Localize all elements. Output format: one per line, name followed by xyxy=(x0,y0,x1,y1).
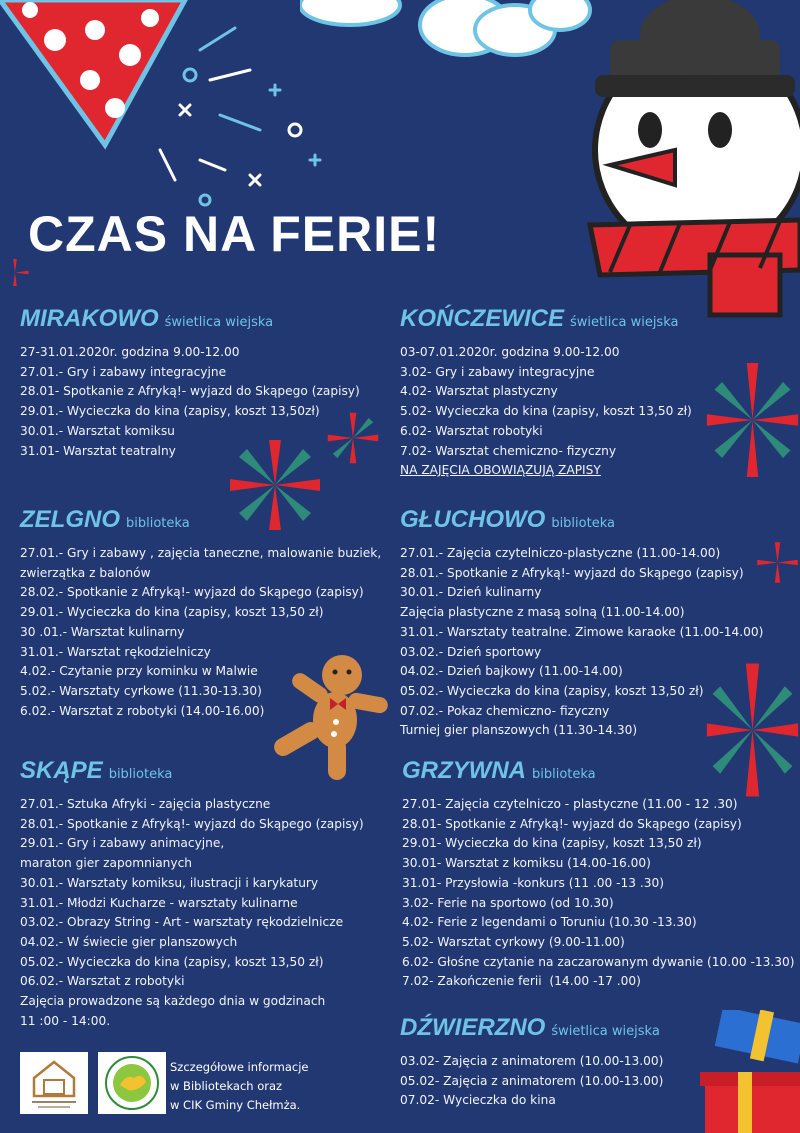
list-item: 29.01.- Wycieczka do kina (zapisy, koszt 13,50zł) xyxy=(20,404,320,419)
library-house-icon xyxy=(20,1052,88,1114)
list-item: 3.02- Gry i zabawy integracyjne xyxy=(400,364,595,379)
section-gluchowo xyxy=(400,506,763,741)
section-name: GRZYWNA xyxy=(402,757,526,784)
list-item: 6.02- Warsztat robotyki xyxy=(400,423,543,438)
list-item: 6.02.- Warsztat z robotyki (14.00-16.00) xyxy=(20,703,265,718)
list-item: 29.01- Wycieczka do kina (zapisy, koszt 13,50 zł) xyxy=(402,836,702,851)
list-item: 07.02.- Pokaz chemiczno- fizyczny xyxy=(400,703,610,718)
list-item: 30.01.- Warsztat komiksu xyxy=(20,423,175,438)
library-logo xyxy=(20,1052,88,1114)
list-item: Zajęcia plastyczne z masą solną (11.00-14.00) xyxy=(400,605,685,620)
list-item: 28.01.- Spotkanie z Afryką!- wyjazd do Skąpego (zapisy) xyxy=(20,816,364,831)
list-item: 31.01.- Młodzi Kucharze - warsztaty kulinarne xyxy=(20,895,298,910)
list-item: 4.02- Warsztat plastyczny xyxy=(400,384,558,399)
list-item: 30.01.- Warsztaty komiksu, ilustracji i karykatury xyxy=(20,875,319,890)
section-dzwierzno xyxy=(400,1014,663,1111)
list-item: 28.01- Spotkanie z Afryką!- wyjazd do Skąpego (zapisy) xyxy=(20,384,360,399)
activity-list xyxy=(400,1052,663,1111)
list-item: 05.02.- Wycieczka do kina (zapisy, koszt 13,50 zł) xyxy=(20,954,324,969)
section-header xyxy=(20,305,360,333)
section-type: biblioteka xyxy=(531,767,596,782)
section-type: biblioteka xyxy=(551,516,615,531)
info-line: w Bibliotekach oraz xyxy=(170,1079,283,1093)
list-item: 7.02- Warsztat chemiczno- fizyczny xyxy=(400,443,617,458)
list-item: 29.01.- Gry i zabawy animacyjne, xyxy=(20,836,225,851)
info-line: w CIK Gminy Chełmża. xyxy=(170,1098,301,1112)
list-item: 27.01- Zajęcia czytelniczo - plastyczne (11.00 - 12 .30) xyxy=(402,797,738,811)
activity-list xyxy=(20,343,360,461)
list-item: 27.01.- Zajęcia czytelniczo-plastyczne (11.00-14.00) xyxy=(400,546,721,560)
info-text xyxy=(170,1058,308,1115)
cloud-icon xyxy=(300,0,600,65)
cik-logo xyxy=(98,1052,166,1114)
list-item: 7.02- Zakończenie ferii (14.00 -17 .00) xyxy=(402,974,641,989)
section-header xyxy=(20,757,364,785)
list-item: 31.01- Przysłowia -konkurs (11 .00 -13 .30) xyxy=(402,875,665,890)
list-item: Turniej gier planszowych (11.30-14.30) xyxy=(400,723,638,738)
section-header xyxy=(400,305,692,333)
list-item: 30 .01.- Warsztat kulinarny xyxy=(20,624,185,639)
section-grzywna xyxy=(402,757,795,992)
section-header xyxy=(402,757,795,785)
page-title: CZAS NA FERIE! xyxy=(28,206,441,262)
list-item: 30.01- Warsztat z komiksu (14.00-16.00) xyxy=(402,856,651,871)
list-item: maraton gier zapomnianych xyxy=(20,856,193,871)
registration-note: NA ZAJĘCIA OBOWIĄZUJĄ ZAPISY xyxy=(400,463,601,478)
section-header xyxy=(400,1014,663,1042)
list-item: 05.02- Zajęcia z animatorem (10.00-13.00) xyxy=(400,1073,664,1088)
list-item: 27.01.- Gry i zabawy integracyjne xyxy=(20,364,227,379)
cik-emblem-icon xyxy=(98,1052,166,1114)
activity-list xyxy=(400,544,763,741)
list-item: 04.02.- Dzień bajkowy (11.00-14.00) xyxy=(400,664,623,679)
list-item: 27.01.- Sztuka Afryki - zajęcia plastyczne xyxy=(20,797,271,811)
section-header xyxy=(400,506,763,534)
list-item: 11 :00 - 14:00. xyxy=(20,1013,111,1028)
section-type: świetlica wiejska xyxy=(551,1024,660,1039)
list-item: 03.02.- Obrazy String - Art - warsztaty rękodzielnicze xyxy=(20,915,344,930)
snowflake-icon xyxy=(0,245,30,300)
activity-list xyxy=(400,343,692,481)
list-item: 27.01.- Gry i zabawy , zajęcia taneczne, malowanie buziek, xyxy=(20,546,382,560)
list-item: 27-31.01.2020r. godzina 9.00-12.00 xyxy=(20,345,240,359)
section-type: biblioteka xyxy=(108,767,173,782)
list-item: zwierzątka z balonów xyxy=(20,565,151,580)
section-name: ZELGNO xyxy=(20,506,120,533)
activity-list xyxy=(20,544,381,721)
list-item: 31.01- Warsztat teatralny xyxy=(20,443,176,458)
list-item: 28.01.- Spotkanie z Afryką!- wyjazd do Skąpego (zapisy) xyxy=(400,565,744,580)
section-name: DŹWIERZNO xyxy=(400,1014,546,1041)
list-item: 31.01.- Warsztaty teatralne. Zimowe karaoke (11.00-14.00) xyxy=(400,624,764,639)
list-item: 5.02- Warsztat cyrkowy (9.00-11.00) xyxy=(402,934,625,949)
list-item: 28.02.- Spotkanie z Afryką!- wyjazd do Skąpego (zapisy) xyxy=(20,585,364,600)
section-name: KOŃCZEWICE xyxy=(400,305,564,332)
list-item: 4.02- Ferie z legendami o Toruniu (10.30 -13.30) xyxy=(402,915,697,930)
list-item: 03.02.- Dzień sportowy xyxy=(400,644,542,659)
section-type: świetlica wiejska xyxy=(164,315,274,330)
section-mirakowo xyxy=(20,305,360,461)
snowman-icon xyxy=(570,0,800,320)
list-item: 04.02.- W świecie gier planszowych xyxy=(20,934,238,949)
list-item: 5.02- Wycieczka do kina (zapisy, koszt 13,50 zł) xyxy=(400,404,692,419)
gift-box-icon xyxy=(700,1010,800,1133)
section-skape xyxy=(20,757,364,1031)
list-item: 31.01.- Warsztat rękodzielniczy xyxy=(20,644,211,659)
snowflake-icon xyxy=(705,355,800,485)
section-header xyxy=(20,506,381,534)
list-item: 07.02- Wycieczka do kina xyxy=(400,1093,556,1108)
section-name: SKĄPE xyxy=(20,757,103,784)
section-zelgno xyxy=(20,506,381,721)
list-item: 03-07.01.2020r. godzina 9.00-12.00 xyxy=(400,345,620,359)
section-type: biblioteka xyxy=(126,516,190,531)
list-item: 30.01.- Dzień kulinarny xyxy=(400,585,542,600)
list-item: 5.02.- Warsztaty cyrkowe (11.30-13.30) xyxy=(20,683,262,698)
list-item: 03.02- Zajęcia z animatorem (10.00-13.00) xyxy=(400,1054,664,1068)
info-line: Szczegółowe informacje xyxy=(170,1060,309,1074)
activity-list xyxy=(402,795,795,992)
activity-list xyxy=(20,795,364,1031)
list-item: 29.01.- Wycieczka do kina (zapisy, koszt 13,50 zł) xyxy=(20,605,324,620)
section-type: świetlica wiejska xyxy=(570,315,679,330)
list-item: 06.02.- Warsztat z robotyki xyxy=(20,974,185,989)
section-name: MIRAKOWO xyxy=(20,305,159,332)
list-item: 28.01- Spotkanie z Afryką!- wyjazd do Skąpego (zapisy) xyxy=(402,816,742,831)
section-konczewice xyxy=(400,305,692,481)
list-item: 4.02.- Czytanie przy kominku w Malwie xyxy=(20,664,258,679)
list-item: 05.02.- Wycieczka do kina (zapisy, koszt 13,50 zł) xyxy=(400,683,704,698)
list-item: 3.02- Ferie na sportowo (od 10.30) xyxy=(402,895,614,910)
list-item: 6.02- Głośne czytanie na zaczarowanym dywanie (10.00 -13.30) xyxy=(402,954,795,969)
section-name: GŁUCHOWO xyxy=(400,506,546,533)
list-item: Zajęcia prowadzone są każdego dnia w godzinach xyxy=(20,994,326,1009)
